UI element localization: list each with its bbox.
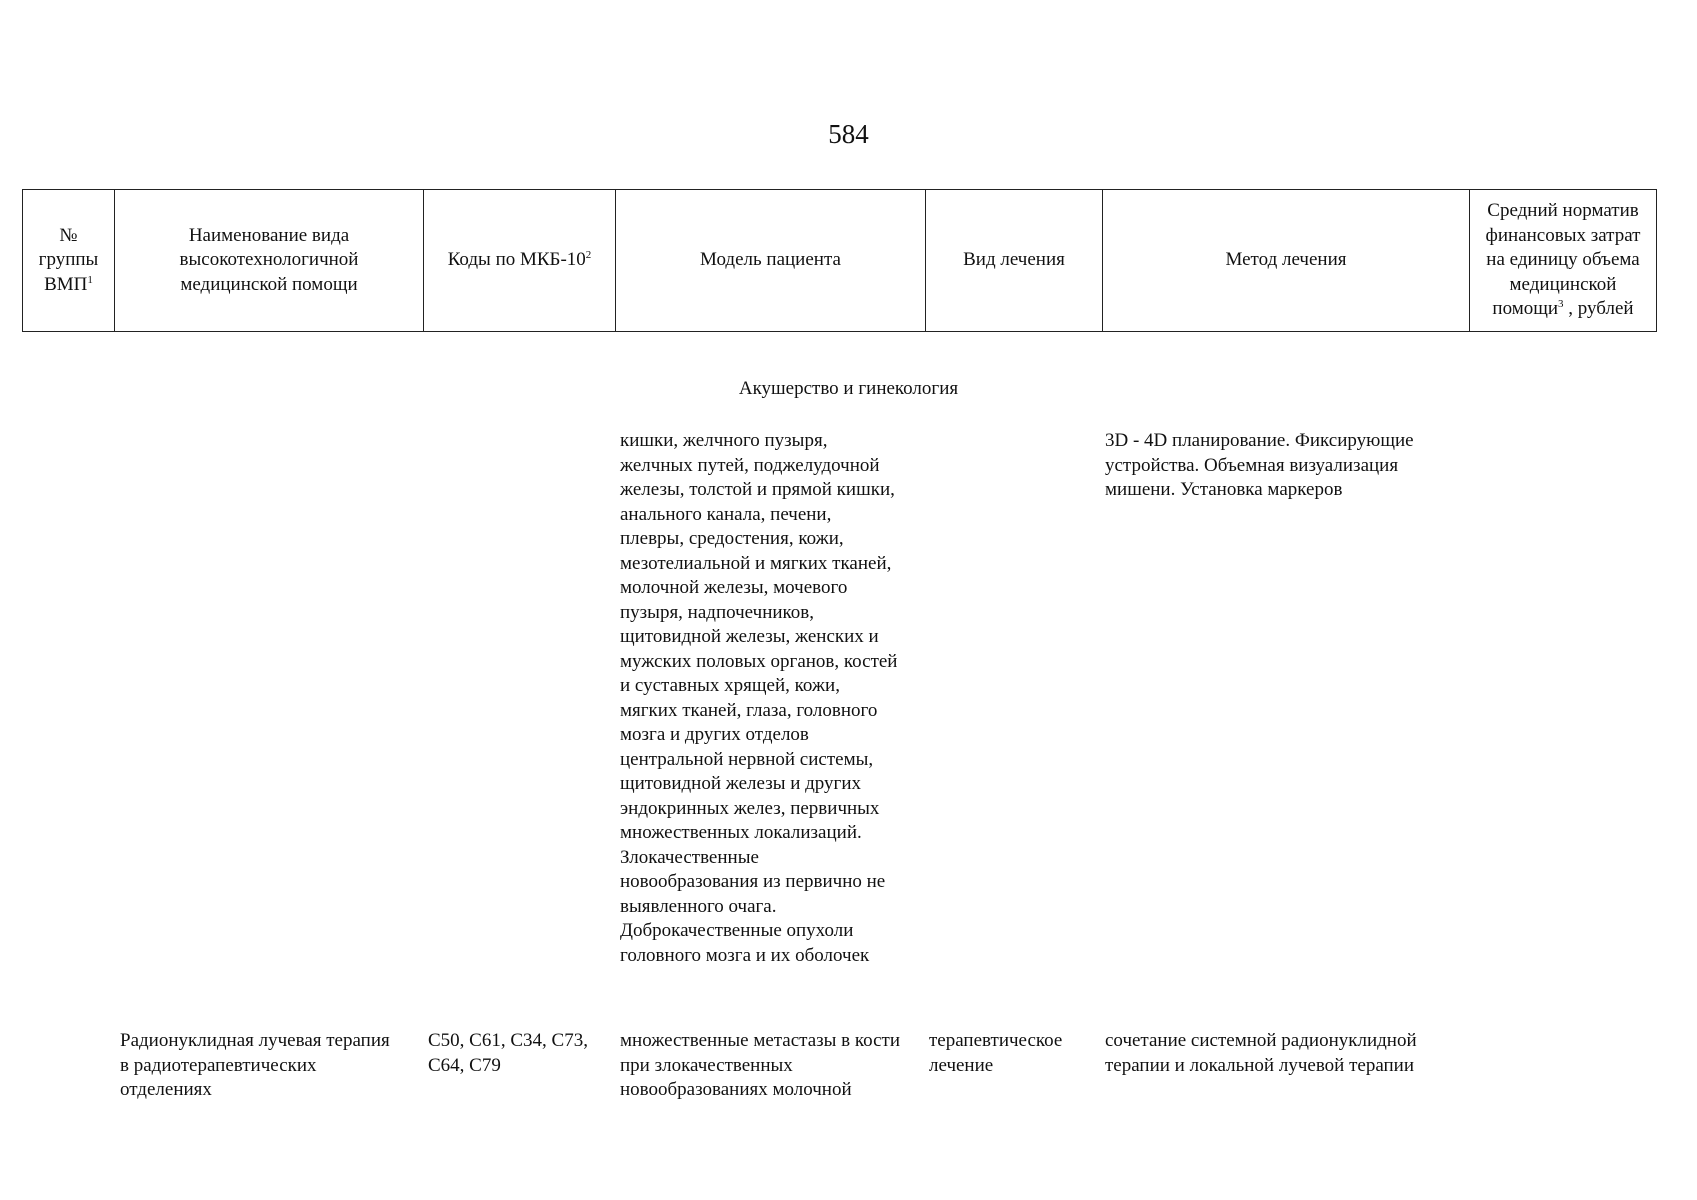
header-care-type-name-label: Наименование вида высокотехнологичной медицинской помощи (179, 224, 359, 295)
header-cost-standard-label: Средний норматив финансовых затрат на единицу объема медицинской помощи (1485, 200, 1641, 320)
continuation-treatment-method: 3D - 4D планирование. Фиксирующие устройства. Объемная визуализация мишени. Установка маркеров (1105, 430, 1414, 500)
page-number: 584 (828, 119, 869, 149)
header-group-number-label: № группы ВМП (38, 224, 99, 295)
radionuclide-treatment-method: сочетание системной радионуклидной терапии и локальной лучевой терапии (1105, 1030, 1417, 1076)
radionuclide-care-name: Радионуклидная лучевая терапия в радиотерапевтических отделениях (120, 1030, 390, 1100)
radionuclide-patient-model: множественные метастазы в кости при злокачественных новообразованиях молочной (620, 1030, 901, 1100)
header-cost-standard (1470, 190, 1657, 332)
header-icd-codes (424, 190, 616, 332)
header-treatment-type (926, 190, 1103, 332)
header-treatment-method-label: Метод лечения (1225, 249, 1347, 271)
radionuclide-treatment-type: терапевтическое лечение (929, 1030, 1063, 1076)
section-title: Акушерство и гинекология (738, 378, 959, 399)
footnote-2-marker: 2 (585, 249, 592, 262)
header-care-type-name (115, 190, 424, 332)
footnote-1-marker: 1 (87, 273, 93, 286)
header-patient-model (616, 190, 926, 332)
header-patient-model-label: Модель пациента (700, 249, 841, 271)
footnote-3-marker: 3 (1558, 298, 1564, 311)
radionuclide-icd-codes: C50, C61, C34, C73, C64, C79 (428, 1030, 588, 1076)
header-cost-standard-suffix: , рублей (1563, 298, 1634, 320)
header-group-number (23, 190, 115, 332)
header-icd-codes-label: Коды по МКБ-10 (447, 249, 586, 271)
header-treatment-method (1103, 190, 1470, 332)
continuation-patient-model: кишки, желчного пузыря, желчных путей, поджелудочной железы, толстой и прямой кишки, анального канала, печени, плевры, средостения, кожи, мезотелиальной и мягких тканей, молочной железы, мочевого пузыря, надпочечников, щитовидной железы, женских и мужских половых органов, костей и суставных хрящей, кожи, мягких тканей, глаза, головного мозга и других отделов центральной нервной системы, щитовидной железы и других эндокринных желез, первичных множественных локализаций. Злокачественные новообразования из первично не выявленного очага. Доброкачественные опухоли головного мозга и их оболочек (620, 430, 898, 966)
header-treatment-type-label: Вид лечения (963, 249, 1065, 271)
table-header (22, 189, 1657, 332)
